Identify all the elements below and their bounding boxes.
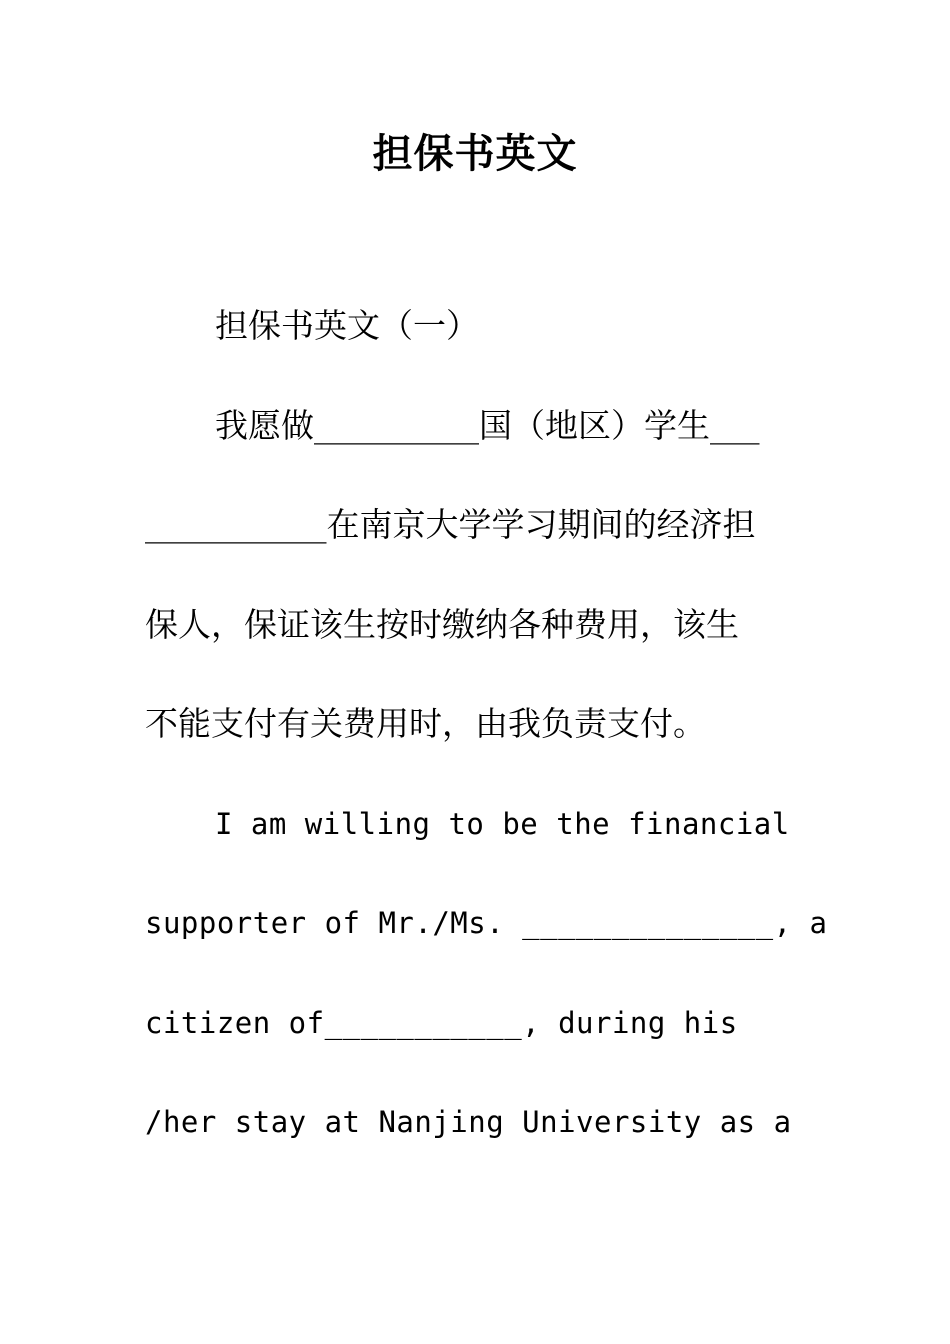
chinese-paragraph-line-4: 不能支付有关费用时，由我负责支付。	[145, 704, 706, 743]
english-paragraph-line-1: I am willing to be the financial	[215, 807, 790, 841]
english-paragraph-line-3: citizen of___________, during his	[145, 1006, 738, 1040]
document-title: 担保书英文	[372, 131, 578, 177]
chinese-paragraph-line-1: 我愿做__________国（地区）学生___	[215, 406, 760, 445]
chinese-paragraph-line-3: 保人，保证该生按时缴纳各种费用，该生	[145, 605, 739, 644]
section-heading: 担保书英文（一）	[215, 306, 479, 345]
english-paragraph-line-4: /her stay at Nanjing University as a	[145, 1105, 792, 1139]
english-paragraph-line-2: supporter of Mr./Ms. ______________, a	[145, 906, 828, 940]
chinese-paragraph-line-2: ___________在南京大学学习期间的经济担	[145, 505, 756, 544]
